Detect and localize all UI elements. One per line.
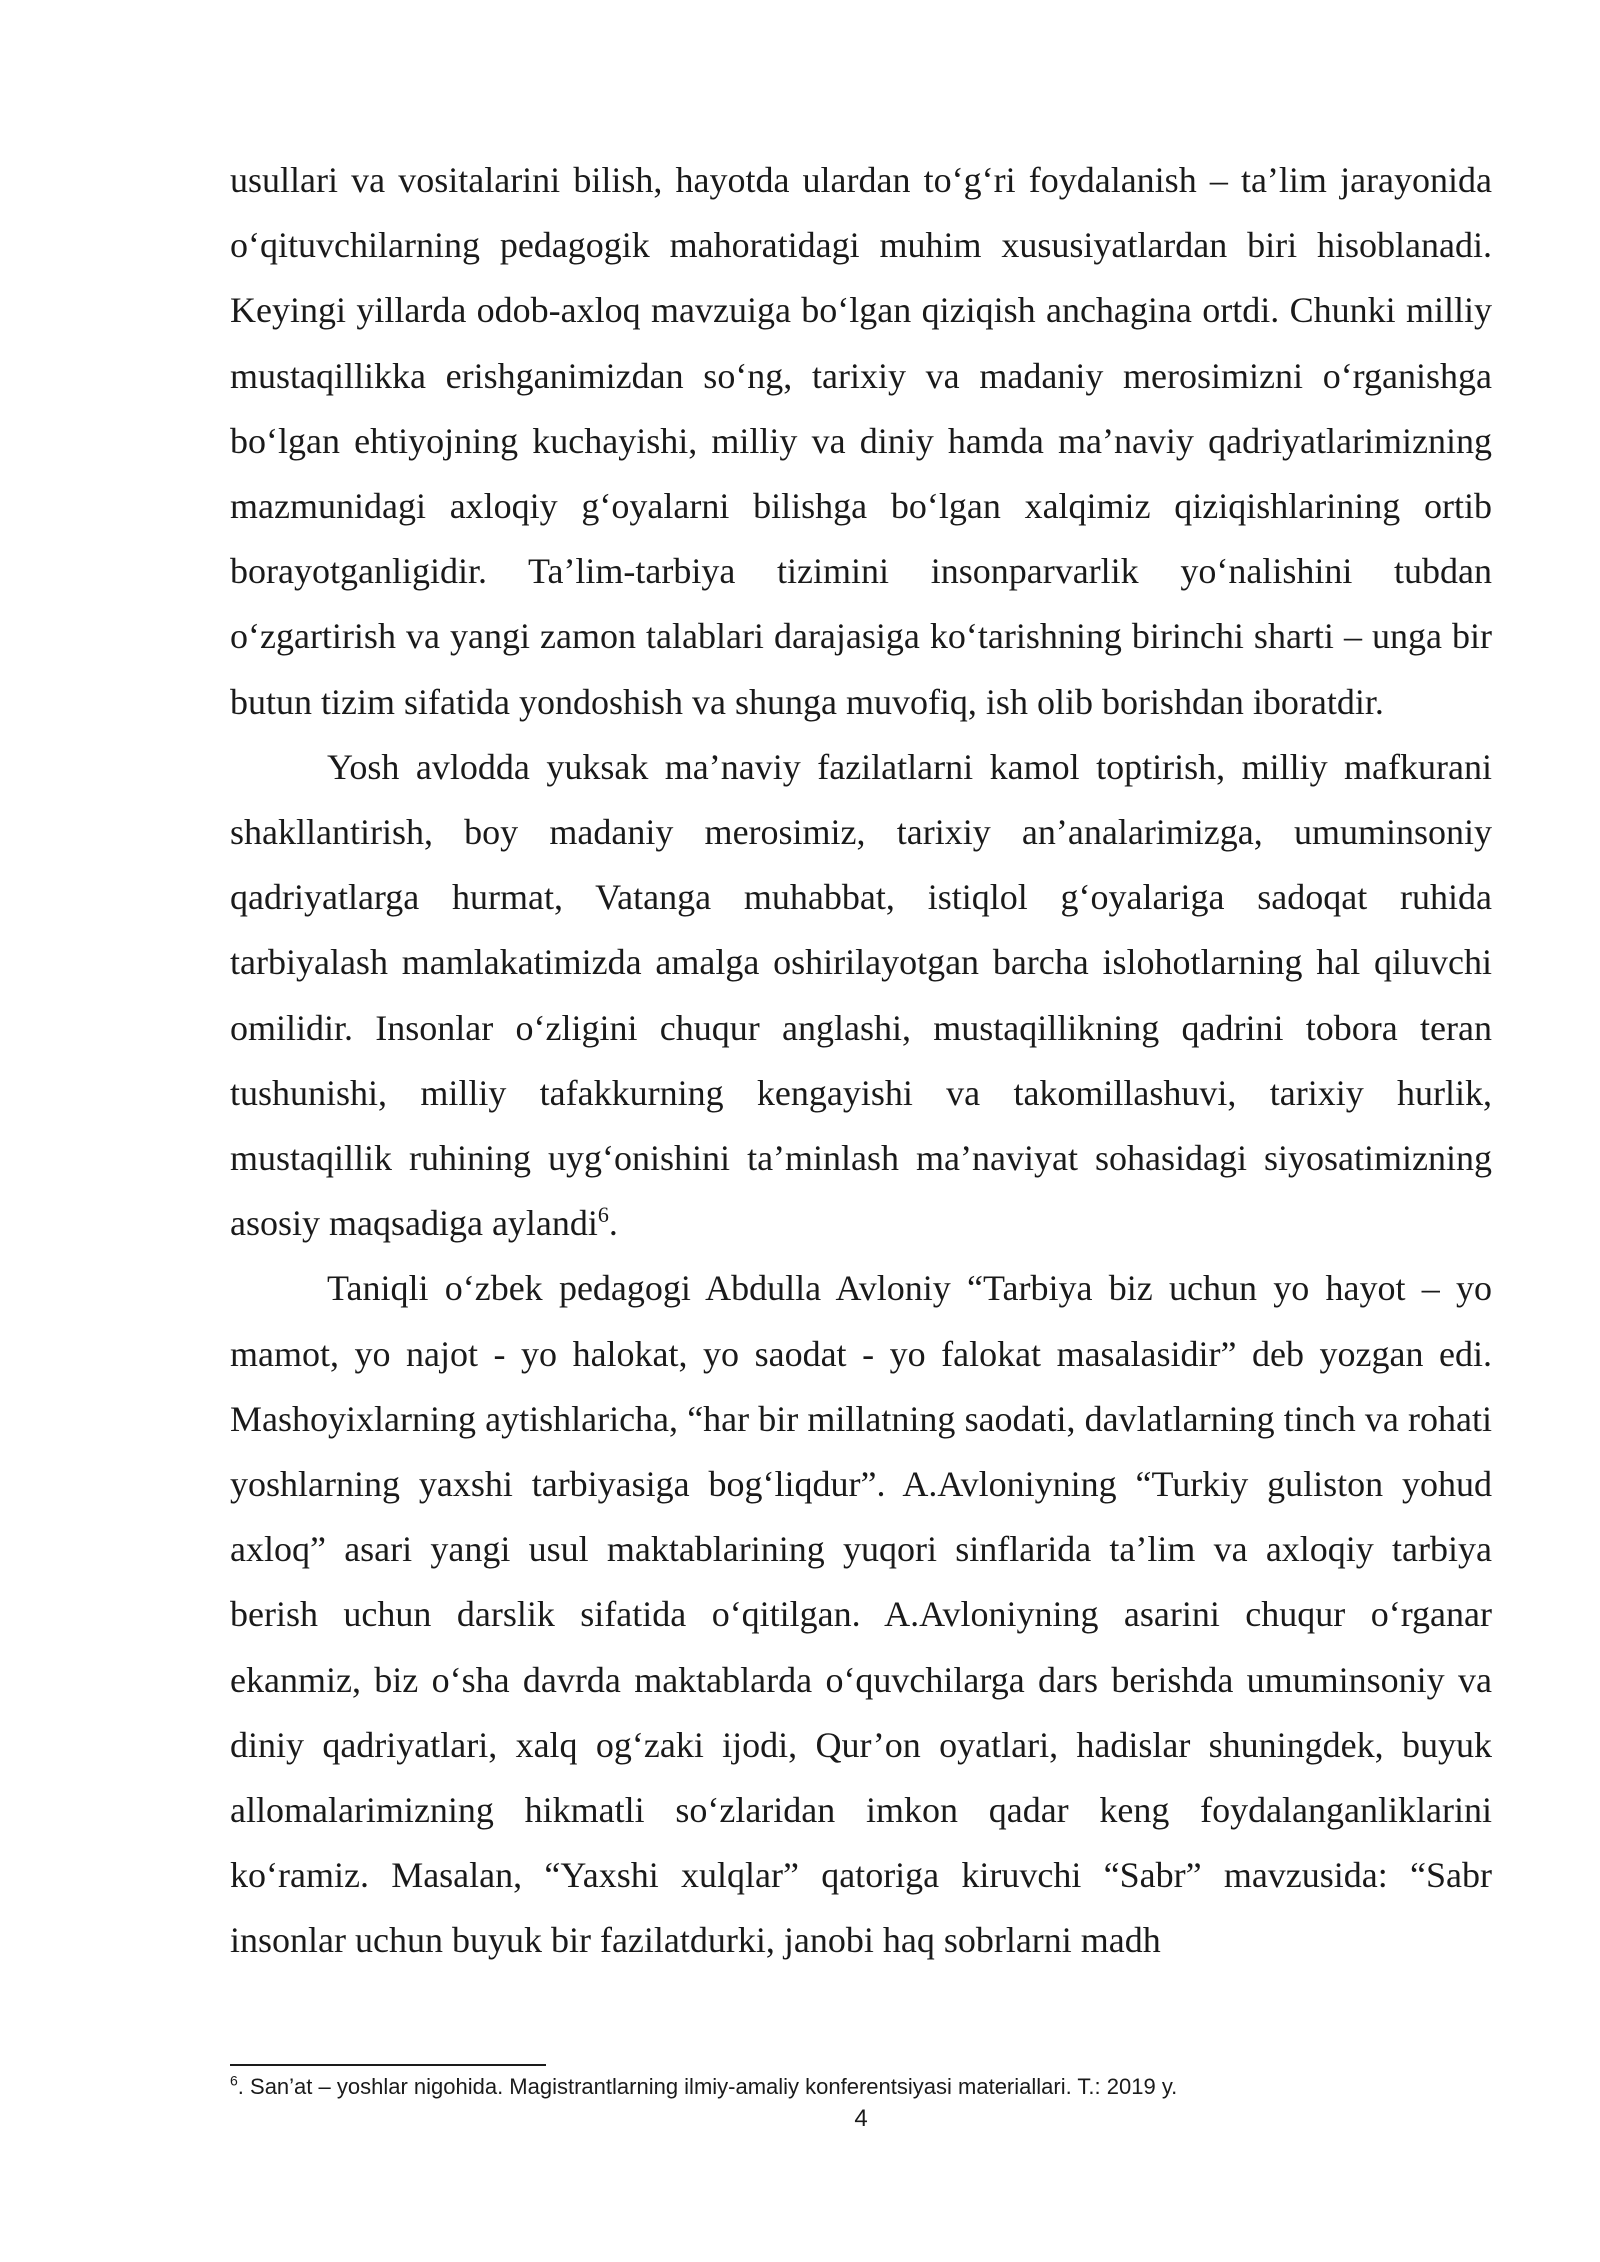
paragraph-2-end: .	[608, 1203, 618, 1244]
page-number: 4	[854, 2105, 868, 2132]
footnote-reference[interactable]: 6	[597, 1202, 609, 1228]
paragraph-2-text: Yosh avlodda yuksak ma’naviy fazilatlarni kamol toptirish, milliy mafkurani shakllantirish, boy madaniy merosimiz, tarixiy an’analarimizga, umuminsoniy qadriyatlarga hurmat, Vatanga muhabbat, istiqlol g‘oyalariga sadoqat ruhida tarbiyalash mamlakatimizda amalga oshirilayotgan barcha islohotlarning hal qiluvchi omilidir. Insonlar o‘zligini chuqur anglashi, mustaqillikning qadrini tobora teran tushunishi, milliy tafakkurning kengayishi va takomillashuvi, tarixiy hurlik, mustaqillik ruhining uyg‘onishini ta’minlash ma’naviyat sohasidagi siyosatimizning asosiy maqsadiga aylandi	[230, 746, 1492, 1244]
paragraph-1: usullari va vositalarini bilish, hayotda ulardan to‘g‘ri foydalanish – ta’lim jarayonida o‘qituvchilarning pedagogik mahoratidagi muhim xususiyatlardan biri hisoblanadi. Keyingi yillarda odob-axloq mavzuiga bo‘lgan qiziqish anchagina ortdi. Chunki milliy mustaqillikka erishganimizdan so‘ng, tarixiy va madaniy merosimizni o‘rganishga bo‘lgan ehtiyojning kuchayishi, milliy va diniy hamda ma’naviy qadriyatlarimizning mazmunidagi axloqiy g‘oyalarni bilishga bo‘lgan xalqimiz qiziqishlarining ortib borayotganligidir. Ta’lim-tarbiya tizimini insonparvarlik yo‘nalishini tubdan o‘zgartirish va yangi zamon talablari darajasiga ko‘tarishning birinchi sharti – unga bir butun tizim sifatida yondoshish va shunga muvofiq, ish olib borishdan iboratdir.	[230, 160, 1492, 722]
paragraph-3: Taniqli o‘zbek pedagogi Abdulla Avloniy “Tarbiya biz uchun yo hayot – yo mamot, yo najot - yo halokat, yo saodat - yo falokat masalasidir” deb yozgan edi. Mashoyixlarning aytishlaricha, “har bir millatning saodati, davlatlarning tinch va rohati yoshlarning yaxshi tarbiyasiga bog‘liqdur”. A.Avloniyning “Turkiy guliston yohud axloq” asari yangi usul maktablarining yuqori sinflarida ta’lim va axloqiy tarbiya berish uchun darslik sifatida o‘qitilgan. A.Avloniyning asarini chuqur o‘rganar ekanmiz, biz o‘sha davrda maktablarda o‘quvchilarga dars berishda umuminsoniy va diniy qadriyatlari, xalq og‘zaki ijodi, Qur’on oyatlari, hadislar shuningdek, buyuk allomalarimizning hikmatli so‘zlaridan imkon qadar keng foydalanganliklarini ko‘ramiz. Masalan, “Yaxshi xulqlar” qatoriga kiruvchi “Sabr” mavzusida: “Sabr insonlar uchun buyuk bir fazilatdurki, janobi haq sobrlarni madh	[230, 1268, 1492, 1961]
footnote-marker: 6	[230, 2072, 238, 2089]
body-text	[230, 148, 1492, 1974]
footnote-text: . San’at – yoshlar nigohida. Magistrantlarning ilmiy-amaliy konferentsiyasi materiallari. T.: 2019 y.	[237, 2074, 1178, 2099]
footnote	[230, 2072, 1492, 2102]
footnote-separator	[230, 2064, 546, 2066]
paragraph-2	[230, 735, 1492, 1257]
